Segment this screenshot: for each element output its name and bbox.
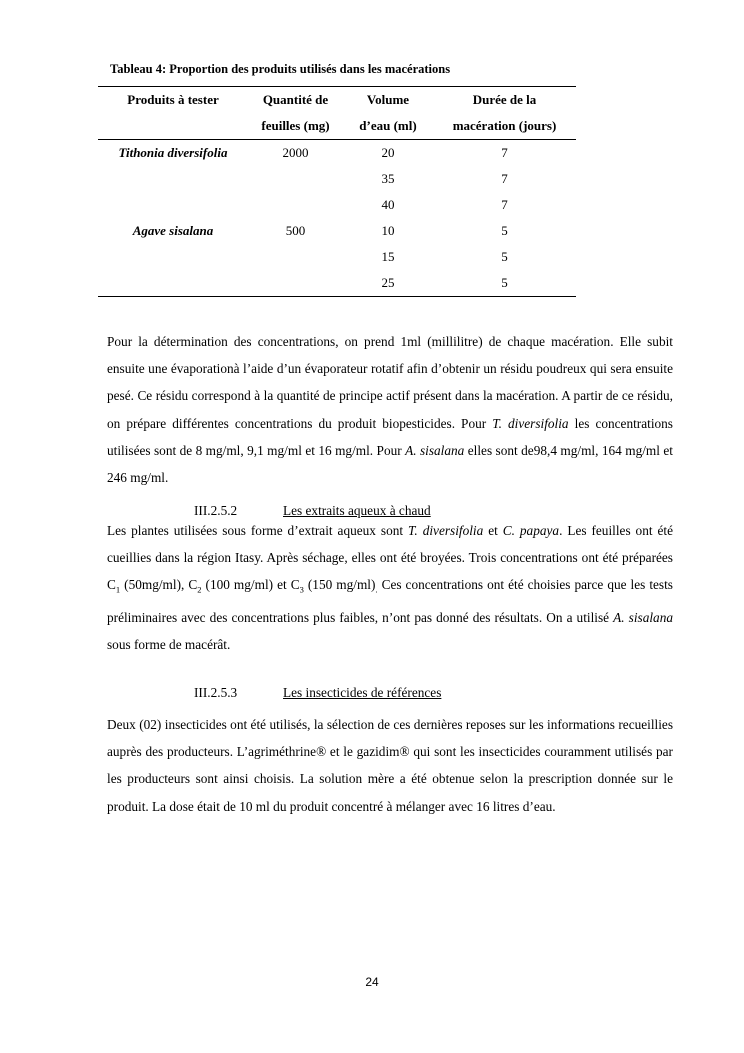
macerations-table	[98, 86, 576, 297]
text-run: Ces concentrations ont été choisies parce que les tests préliminaires avec des concentrations plus faibles, n’ont pas donné des résultats. On a utilisé	[107, 577, 673, 626]
header-volume-line1: Volume	[343, 87, 433, 114]
subscript: 3	[299, 585, 304, 596]
section-number: III.2.5.2	[194, 503, 238, 518]
text-run: sous forme de macérât.	[107, 637, 231, 653]
cell-quantite: 500	[285, 223, 306, 238]
section-title: Les extraits aqueux à chaud	[283, 503, 431, 518]
cell-volume: 20	[381, 145, 395, 160]
subscript: 2	[197, 585, 202, 596]
species-name: A. sisalana	[613, 610, 673, 626]
species-name: T. diversifolia	[492, 415, 569, 431]
text-run: Les plantes utilisées sous forme d’extrait aqueux sont	[107, 523, 409, 538]
section-title: Les insecticides de références	[283, 685, 442, 700]
text-run: elles sont de98,4 mg/ml, 164 mg/ml et 246 mg/ml.	[107, 442, 673, 486]
table-caption: Tableau 4: Proportion des produits utilisés dans les macérations	[110, 62, 451, 76]
cell-quantite	[248, 244, 343, 270]
species-name: A. sisalana	[405, 442, 465, 458]
header-quantite-line1: Quantité de	[248, 87, 343, 114]
page-number: 24	[365, 975, 379, 989]
cell-duree: 7	[501, 171, 508, 186]
cell-produit	[98, 270, 248, 297]
species-name: T. diversifolia	[408, 523, 484, 538]
text-run: (150 mg/ml)	[303, 577, 376, 593]
text-run: les concentrations utilisées sont de 8 mg/ml, 9,1 mg/ml et 16 mg/ml. Pour	[107, 415, 673, 458]
cell-duree: 7	[501, 197, 508, 212]
text-run: et	[483, 523, 503, 538]
cell-volume: 10	[381, 223, 395, 238]
header-duree-line1: Durée de la	[433, 87, 576, 114]
cell-produit	[98, 244, 248, 270]
cell-produit	[98, 192, 248, 218]
header-duree-line2: macération (jours)	[433, 113, 576, 140]
text-run: (50mg/ml), C	[120, 577, 198, 593]
cell-produit: Tithonia diversifolia	[118, 145, 228, 160]
subscript: .	[375, 585, 378, 596]
cell-produit: Agave sisalana	[132, 223, 214, 238]
cell-volume: 35	[381, 171, 395, 186]
table-row	[98, 244, 576, 270]
species-name: C. papaya	[502, 523, 560, 538]
header-volume-line2: d’eau (ml)	[343, 113, 433, 140]
cell-quantite	[248, 192, 343, 218]
table-row	[98, 270, 576, 297]
text-run: . Les feuilles ont été cueillies dans la région Itasy. Après séchage, elles ont été broyées. Trois concentrations ont été préparées C	[107, 523, 673, 593]
header-produits-blank	[98, 113, 248, 140]
paragraph-insecticides: Deux (02) insecticides ont été utilisés, la sélection de ces dernières reposes sur les informations recueillies auprès des producteurs. L’agriméthrine® et le gazidim® qui sont les insecticides couramment utilisés par les producteurs sont ainsi choisis. La solution mère a été obtenue selon la prescription donnée sur le produit. La dose était de 10 ml du produit concentré à mélanger avec 16 litres d’eau.	[107, 717, 673, 814]
cell-volume: 25	[343, 270, 433, 297]
table-row	[98, 218, 576, 244]
section-number: III.2.5.3	[194, 685, 238, 700]
cell-produit	[98, 166, 248, 192]
cell-quantite	[248, 166, 343, 192]
subscript: 1	[115, 585, 121, 596]
cell-duree: 5	[433, 270, 576, 297]
cell-duree: 5	[501, 223, 508, 238]
cell-duree: 5	[501, 249, 508, 264]
cell-volume: 15	[381, 249, 395, 264]
cell-quantite	[248, 270, 343, 297]
table-row	[98, 192, 576, 218]
table-row	[98, 140, 576, 167]
text-run: (100 mg/ml) et C	[201, 577, 300, 593]
table-row	[98, 166, 576, 192]
header-quantite-line2: feuilles (mg)	[248, 113, 343, 140]
cell-quantite: 2000	[282, 145, 309, 160]
paragraph-extraits	[107, 517, 673, 659]
header-produits: Produits à tester	[98, 87, 248, 114]
text-run: Pour la détermination des concentrations, on prend 1ml (millilitre) de chaque macération. Elle subit ensuite une évaporationà l’aide d’un évaporateur rotatif afin d’obtenir un résidu poudreux qui sera ensuite pesé. Ce résidu correspond à la quantité de principe actif présent dans la macération. A partir de ce résidu, on prépare différentes concentrations du produit biopesticides. Pour	[107, 334, 673, 431]
cell-volume: 40	[381, 197, 395, 212]
paragraph-concentrations	[107, 328, 673, 491]
cell-duree: 7	[501, 145, 508, 160]
